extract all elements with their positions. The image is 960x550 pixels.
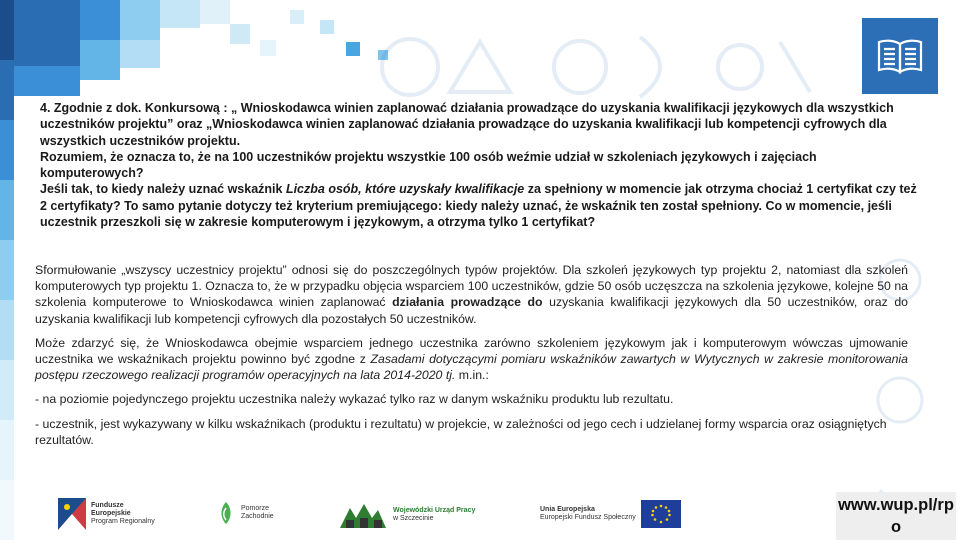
answer-paragraph-2: Może zdarzyć się, że Wnioskodawca obejmie wsparciem jednego uczestnika zarówno szkoleniem językowym jak i komputerowym wówczas ujmowanie uczestnika we wskaźnikach projektu powinno być zgodne z Zasadami dotyczącymi pomiaru wskaźników zawartych w Wytycznych w zakresie monitorowania postępu rzeczowego realizacji programów operacyjnych na lata 2014-2020 tj. m.in.:	[35, 335, 908, 383]
logo-pomorze-zachodnie: Pomorze Zachodnie	[216, 500, 274, 526]
answer-block	[35, 262, 908, 456]
open-book-icon	[876, 36, 924, 76]
fundusze-europejskie-emblem	[58, 498, 86, 530]
logo-wojewodzki-urzad-pracy: Wojewódzki Urząd Pracy w Szczecinie	[338, 500, 475, 530]
decorative-watermark-icons	[380, 22, 820, 112]
question-block	[40, 100, 920, 230]
logo-unia-europejska: Unia Europejska Europejski Fundusz Społeczny	[540, 500, 681, 528]
footer-logos	[0, 492, 960, 540]
wup-emblem	[338, 500, 388, 530]
website-url[interactable]: www.wup.pl/rpo	[836, 492, 956, 540]
book-tile	[862, 18, 938, 94]
left-color-stripe	[0, 0, 14, 540]
question-paragraph-1: 4. Zgodnie z dok. Konkursową : „ Wnioskodawca winien zaplanować działania prowadzące do uzyskania kwalifikacji językowych dla wszystkich uczestników projektu” oraz „Wnioskodawca winien zaplanować działania prowadzące do uzyskania kwalifikacji lub kompetencji cyfrowych dla wszystkich uczestników projektu.	[40, 101, 894, 148]
answer-paragraph-1: Sformułowanie „wszyscy uczestnicy projektu” odnosi się do poszczególnych typów projektów. Dla szkoleń językowych typ projektu 2, natomiast dla szkoleń komputerowych typ projektu 1. Oznacza to, że w przypadku objęcia wsparciem 100 uczestników, gdzie 50 osób uczęszcza na szkolenia językowe, kolejne 50 na szkolenia komputerowe to Wnioskodawca winien zaplanować działania prowadzące do uzyskania kwalifikacji językowych dla 50 uczestników, oraz do uzyskania kwalifikacji lub kompetencji cyfrowych dla pozostałych 50 uczestników.	[35, 263, 908, 326]
question-paragraph-3: Jeśli tak, to kiedy należy uznać wskaźnik Liczba osób, które uzyskały kwalifikacje za spełniony w momencie jak otrzyma chociaż 1 certyfikat czy też 2 certyfikaty? To samo pytanie dotyczy też kryterium premiującego: kiedy należy uznać, że wskaźnik ten został spełniony. Co w momencie, jeśli uczestnik przeszkoli się w zakresie komputerowym i językowym, a otrzyma tylko 1 certyfikat?	[40, 182, 917, 230]
question-paragraph-2: Rozumiem, że oznacza to, że na 100 uczestników projektu wszystkie 100 osób weźmie udział w szkoleniach językowych i zajęciach komputerowych?	[40, 149, 817, 181]
indicator-name: Liczba osób, które uzyskały kwalifikacje	[285, 182, 525, 197]
answer-paragraph-3: - na poziomie pojedynczego projektu uczestnika należy wykazać tylko raz w danym wskaźniku produktu lub rezultatu.	[35, 392, 674, 407]
answer-paragraph-4: - uczestnik, jest wykazywany w kilku wskaźnikach (produktu i rezultatu) w projekcie, w zależności od jego cech i udzielanej formy wsparcia oraz osiągniętych rezultatów.	[35, 416, 887, 447]
pomorze-zachodnie-emblem	[216, 500, 236, 526]
logo-fundusze-europejskie: Fundusze Europejskie Program Regionalny	[58, 498, 155, 530]
eu-flag-icon	[641, 500, 681, 528]
